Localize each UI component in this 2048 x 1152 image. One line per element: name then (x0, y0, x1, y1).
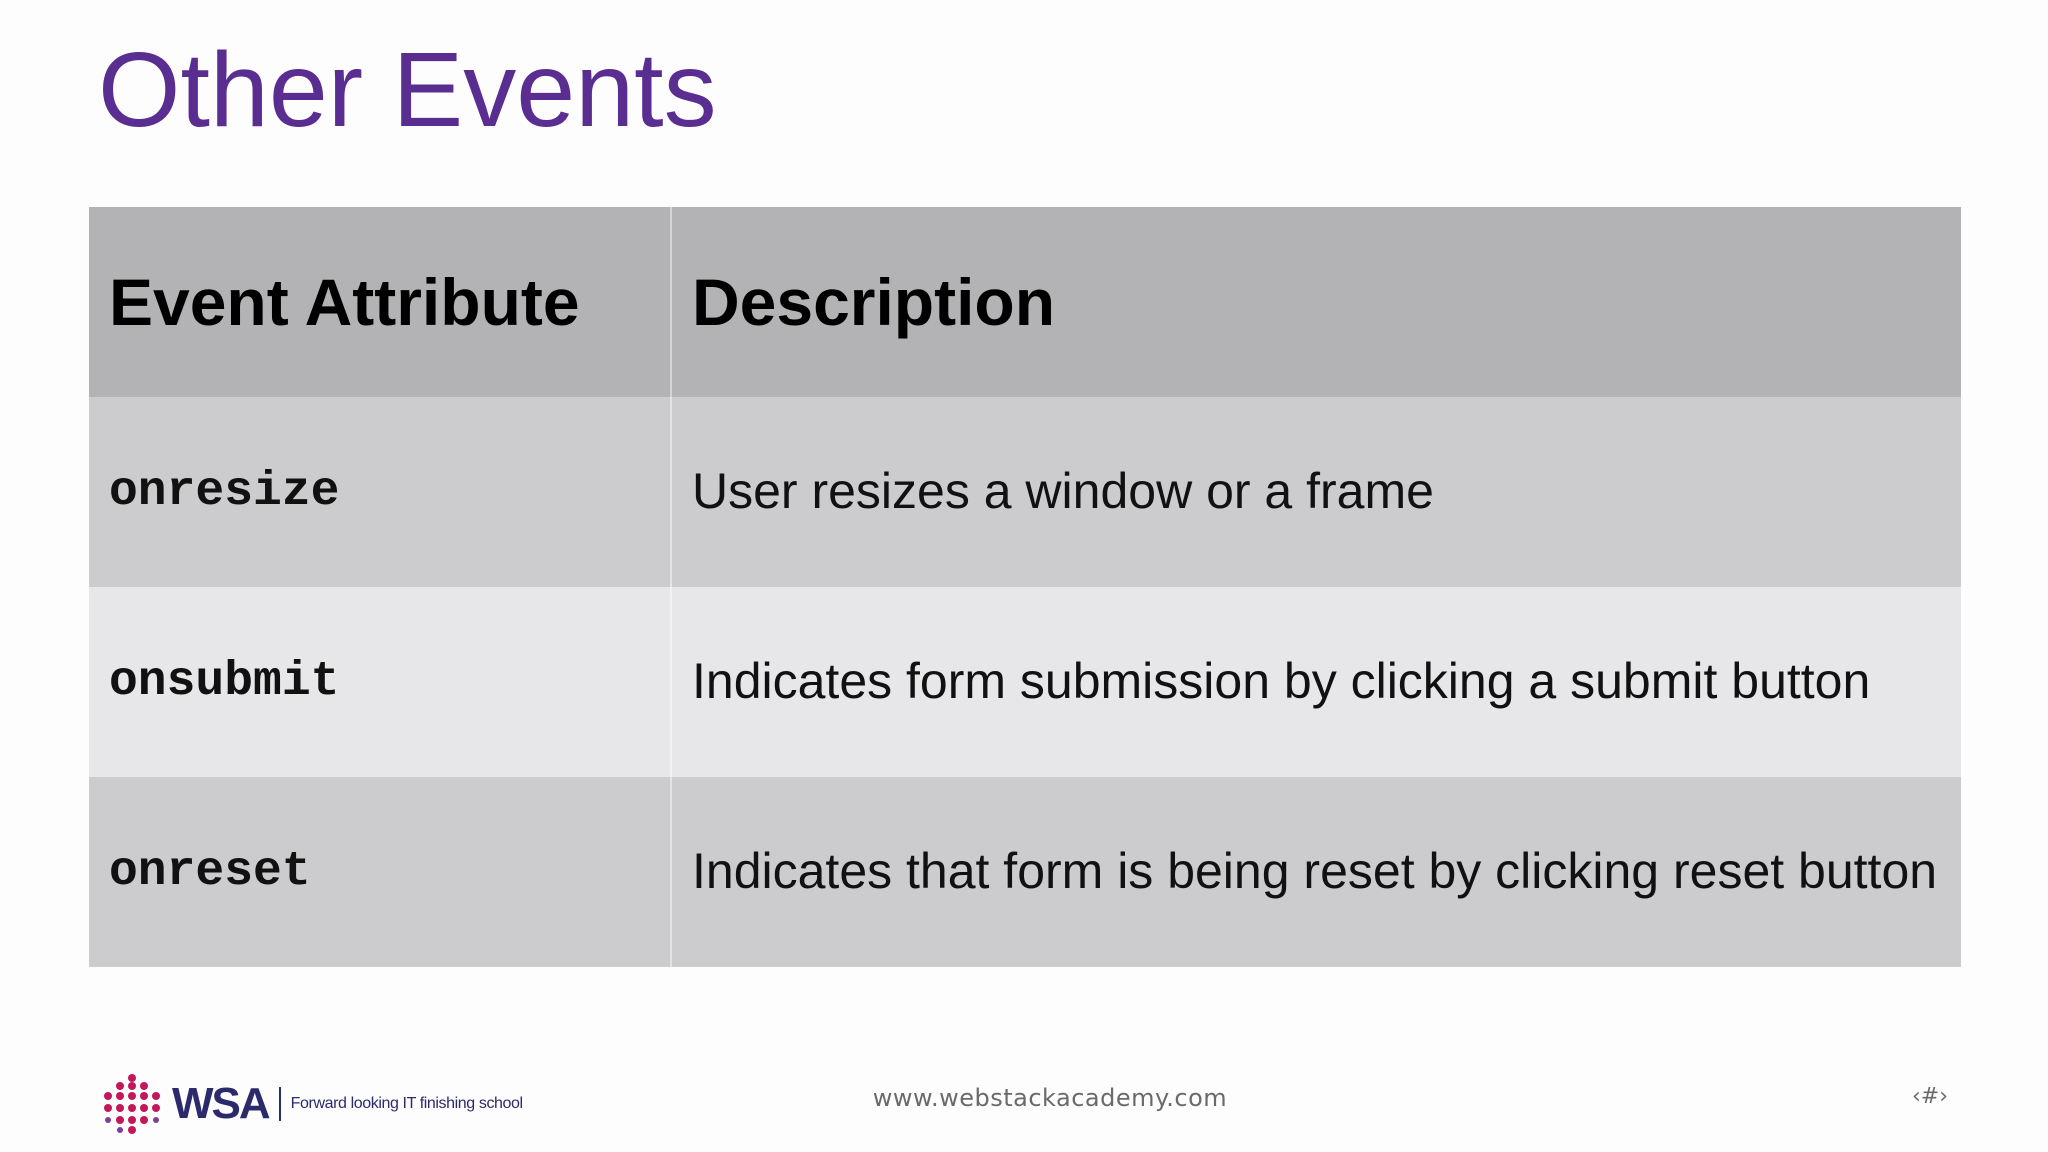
footer-url: www.webstackacademy.com (872, 1084, 1228, 1112)
table-header-row (89, 207, 1961, 397)
events-table (89, 207, 1961, 967)
table-row (89, 587, 1961, 777)
event-attribute-cell: onresize (89, 397, 671, 587)
header-event-attribute: Event Attribute (89, 207, 671, 397)
table-row (89, 397, 1961, 587)
event-attribute-cell: onreset (89, 777, 671, 967)
table-row (89, 777, 1961, 967)
logo-tagline: Forward looking IT finishing school (290, 1095, 523, 1112)
description-cell: Indicates form submission by clicking a submit button (692, 653, 1871, 710)
page-number: ‹#› (1911, 1084, 1948, 1109)
description-cell: Indicates that form is being reset by clicking reset button (692, 843, 1938, 900)
logo-wordmark: WSA (172, 1079, 269, 1128)
event-attribute-cell: onsubmit (89, 587, 671, 777)
header-description: Description (692, 265, 1056, 339)
description-cell: User resizes a window or a frame (692, 463, 1434, 520)
slide-title: Other Events (98, 31, 717, 149)
